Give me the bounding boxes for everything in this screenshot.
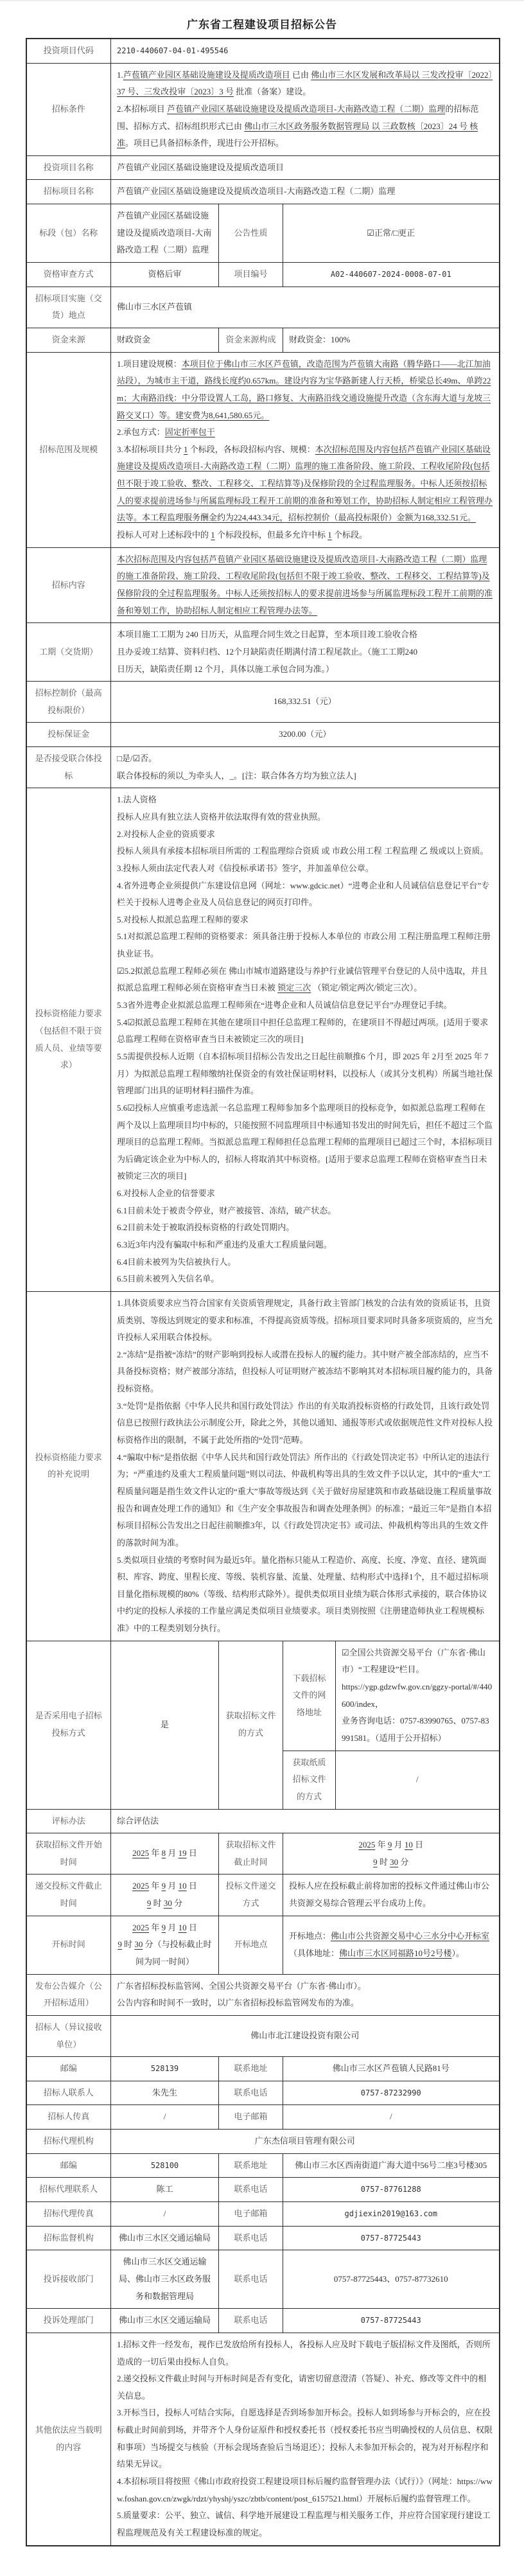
tenderer-email-value: /	[283, 2105, 500, 2130]
notice-nature-label: 公告性质	[219, 204, 283, 263]
row-other-contents	[26, 2333, 500, 2545]
paragraph: 本项目施工工期为 240 日历天，从监理合同生效之日起算，至本项目竣工验收合格	[117, 630, 418, 640]
row-tender-conditions	[26, 63, 500, 155]
row-scope-scale	[26, 352, 500, 547]
paragraph: 3.投标人须由法定代表人对《信投标承诺书》签字，并加盖单位公章。	[117, 863, 374, 873]
row-construction-period	[26, 623, 500, 682]
tenderer-fax-label: 招标人传真	[26, 2105, 111, 2130]
download-url-label: 下载招标文件的网络地址	[283, 1641, 336, 1751]
tenderer-phone-value: 0757-87232990	[283, 2081, 500, 2105]
tenderer-fax-value: /	[111, 2105, 219, 2130]
tenderer-contact-label: 招标人联系人	[26, 2081, 111, 2105]
tender-project-name-value: 芦苞镇产业园区基础设施建设及提质改造项目-大南路改造工程（二期）监理	[111, 180, 500, 204]
qualification-supplement-value	[111, 1291, 500, 1641]
paragraph: 6.对投标人企业的信誉要求	[117, 1188, 215, 1199]
complaint-reception-phone-value: 0757-87725443、0757-87732610	[283, 2250, 500, 2309]
paragraph: 4.“骗取中标”是指依据《中华人民共和国行政处罚法》所作出的《行政处罚决定书》中所认定的违法行为；“严重违约及重大工程质量问题”则以司法、仲裁机构等出具的生效文件予以认定，其中的“重大”工程质量问题是指生效文件认定的“重大”事故等级达到《关于做好房屋建筑和市政基础设施工程质量事故报告和调查处理工作的通知》和《生产安全事故报告和调查处理条例》的标准；“最近三年”是指自本招标项目招标公告发出之日起往前顺推3年，以《行政处罚决定书》或司法、仲裁机构等出具的生效文件的落款时间为准。	[117, 1452, 492, 1548]
bid-bond-label: 投标保证金	[26, 723, 111, 747]
paragraph: 联合体投标的须以_为牵头人，_。[注：联合体各方均为独立法人]	[117, 770, 356, 781]
paragraph: 且办妥竣工结算、资料归档、12个月缺陷责任期满付清工程尾款止。（施工工期240	[117, 646, 418, 657]
paragraph: 2025 年 9 月 10 日	[132, 1922, 197, 1932]
scope-scale-label: 招标范围及规模	[26, 352, 111, 547]
row-agency	[26, 2130, 500, 2154]
row-agency-contact	[26, 2178, 500, 2202]
row-complaint-handling	[26, 2309, 500, 2333]
paragraph: 5.1对拟派总监理工程师的资格要求：须具备注册于投标人本单位的 市政公用 工程注册监理工程师注册执业证书。	[117, 931, 491, 959]
bid-bond-value: 3200.00（元）	[111, 723, 500, 747]
tenderer-postcode-label: 邮编	[26, 2057, 111, 2081]
doc-start-time-value	[111, 1833, 219, 1875]
construction-period-value	[111, 623, 500, 682]
section-name-value: 芦苞镇产业园区基础设施建设及提质改造项目-大南路改造工程（二期）监理	[111, 204, 219, 263]
paper-doc-label: 获取纸质招标文件的方式	[283, 1751, 336, 1809]
paragraph: 1.法人资格	[117, 795, 157, 805]
paragraph: 4.省外进粤企业须提供广东建设信息网（网址：www.gdcic.net）“进粤企业和人员诚信信息登记平台”专栏关于投标人进粤企业及人员信息登记的网页打印件。	[117, 880, 490, 908]
row-section-name	[26, 204, 500, 263]
paragraph: 1.具体资质要求应当符合国家有关资质管理规定，具备行政主管部门核发的合法有效的资质证书，且资质类别、等级达到规定的要求和标准，不得提高资质等级。招标项目要求同时具备多项资质的，应当允许投标人采用联合体投标。	[117, 1298, 493, 1343]
row-tenderer-postcode	[26, 2057, 500, 2081]
paragraph: 2.对投标人企业的资质要求	[117, 829, 215, 839]
row-qualification-supplement	[26, 1291, 500, 1641]
supervision-authority-label: 招标监督机构	[26, 2226, 111, 2250]
paragraph: 1.招标文件一经发布，视作已发放给所有投标人，各投标人应及时下载电子版招标文件及图纸，否则所造成的一切后果由投标人自负。	[117, 2339, 491, 2367]
opening-place-label: 开标地点	[219, 1916, 283, 1974]
tenderer-address-label: 联系地址	[219, 2057, 283, 2081]
download-url-value	[336, 1641, 500, 1751]
complaint-handling-phone-value: 0757-87725443	[283, 2309, 500, 2333]
project-code-label: 投资项目代码	[26, 39, 111, 63]
tenderer-phone-label: 联系电话	[219, 2081, 283, 2105]
paragraph: 投标人应具有独立法人资格并依法取得有效的营业执照。	[117, 811, 326, 822]
supervision-phone-value: 0757-87725443	[283, 2226, 500, 2250]
other-contents-label: 其他依法应当载明的内容	[26, 2333, 111, 2545]
row-delivery-location	[26, 287, 500, 328]
paragraph: 6.1目前未处于被责令停业，财产被接管、冻结，破产状态。	[117, 1205, 336, 1215]
row-qualification-requirements	[26, 788, 500, 1292]
paragraph: 6.3近3年内没有骗取中标和严重违约及重大工程质量问题。	[117, 1240, 332, 1249]
control-price-value: 168,332.51（元）	[111, 682, 500, 723]
paragraph: 投标人须具有承接本招标项目所需的 工程监理综合资质 或 市政公用工程 工程监理 乙 级或以上资质。	[117, 846, 489, 856]
submission-deadline-value	[111, 1875, 219, 1916]
complaint-reception-label: 投诉接收部门	[26, 2250, 111, 2309]
opening-time-label: 开标时间	[26, 1916, 111, 1974]
paragraph: 5.5需提供投标人近期（自本招标项目招标公告发出之日起往前顺推6 个月，即 2025 年 2月至 2025 年 7 月）为拟派总监理工程师缴纳社保资金的有效社保证明材料，以投标人（或其分支机构）所属当地社保管理部门出具的证明材料扫描件为准。	[117, 1051, 493, 1096]
complaint-handling-label: 投诉处理部门	[26, 2309, 111, 2333]
row-submission	[26, 1875, 500, 1916]
investment-project-name-label: 投资项目名称	[26, 155, 111, 180]
agency-label: 招标代理机构	[26, 2130, 111, 2154]
announcement-media-value	[111, 1974, 500, 2015]
qualification-requirements-value	[111, 788, 500, 1292]
paper-doc-value: /	[336, 1751, 500, 1809]
supervision-authority-value: 佛山市三水区交通运输局	[111, 2226, 219, 2250]
paragraph: https://ygp.gdzwfw.gov.cn/ggzy-portal/#/440600/index，	[342, 1682, 493, 1709]
paragraph: 2.“冻结”是指被“冻结”的财产影响到投标人或潜在投标人的履约能力。其中财产被全部冻结的，应当不具备投标资格；财产被部分冻结，但投标人可证明财产被冻结不影响其对本招标项目履约能力的，具备投标资格。	[117, 1349, 493, 1394]
doc-start-time-label: 获取招标文件开始时间	[26, 1833, 111, 1875]
electronic-bidding-value: 是	[111, 1641, 219, 1809]
tenderer-email-label: 电子邮箱	[219, 2105, 283, 2130]
paragraph: 9 时 30 分（与投标截止时间为同一时间）	[118, 1939, 212, 1966]
row-tenderer	[26, 2015, 500, 2056]
paragraph: 5.质量要求：公平、独立、诚信、科学地开展建设工程监理与相关服务工作，并应符合国家现行建设工程监理规范及有关工程建设标准的规定。	[117, 2510, 491, 2537]
evaluation-method-value: 综合评估法	[111, 1809, 500, 1833]
paragraph: 4.本招标项目将按照《佛山市政府投资工程建设项目标后履约监督管理办法（试行）》（网址：https://www.foshan.gov.cn/zwgk/rdzt/yhyshj/yszc/zbtb/content/post_6157521.html）开展标后履约监督管理工作。	[117, 2476, 493, 2503]
tender-conditions-label: 招标条件	[26, 63, 111, 155]
paragraph: 1.项目建设规模：本项目位于佛山市三水区芦苞镇，改造范围为芦苞镇大南路（腾华路口——北江加油站段），为城市主干道，路线长度约0.657km。建设内容为宝华路新建人行天桥，桥梁总长49m、单跨22m；大南路沿线：中分带设置人工岛，路口修复、大南路沿线交通设施提升改造（含东海大道与龙坡三路交叉口）等。建安费为8,641,580.65元。	[117, 358, 491, 420]
row-fund-source	[26, 328, 500, 352]
submission-method-label: 投标文件递交方式	[219, 1875, 283, 1916]
submission-deadline-label: 递交投标文件截止时间	[26, 1875, 111, 1916]
row-evaluation-method	[26, 1809, 500, 1833]
tenderer-contact-value: 朱先生	[111, 2081, 219, 2105]
row-tender-content	[26, 547, 500, 623]
electronic-bidding-label: 是否采用电子招标投标方式	[26, 1641, 111, 1809]
paragraph: 2025 年 8 月 19 日	[132, 1848, 197, 1858]
row-consortium	[26, 747, 500, 788]
agency-fax-value: /	[111, 2202, 219, 2227]
announcement-table	[26, 38, 500, 2546]
row-announcement-media	[26, 1974, 500, 2015]
opening-place-value	[283, 1916, 500, 1974]
doc-deadline-value	[283, 1833, 500, 1875]
fund-composition-label: 资金来源构成	[219, 328, 283, 352]
tenderer-postcode-value: 528139	[111, 2057, 219, 2081]
row-supervision	[26, 2226, 500, 2250]
paragraph: 5.6☑投标人应慎重考虑选派一名总监理工程师参加多个监理项目的投标竞争，如拟派总监理工程师在两个及以上监理项目均中标的，只能按照不同监理项目中标通知书发出的时间先后，担任不超过三个监理项目的总监理工程师。当拟派总监理工程师担任总监理工程师的监理项目已超过三个时，本招标项目为后确定该企业为中标人的，招标人将取消其中标资格。[适用于要求总监理工程师在资格审查当日未被锁定三次的项目]	[117, 1102, 493, 1181]
tender-project-name-label: 招标项目名称	[26, 180, 111, 204]
project-number-label: 项目编号	[219, 263, 283, 287]
complaint-handling-value: 佛山市三水区交通运输局	[111, 2309, 219, 2333]
tenderer-value: 佛山市北江建设投资有限公司	[111, 2015, 500, 2056]
consortium-value	[111, 747, 500, 788]
paragraph: 6.5目前未被列入失信名单。	[117, 1274, 220, 1284]
agency-fax-label: 招标代理传真	[26, 2202, 111, 2227]
paragraph: 2025 年 9 月 10 日	[358, 1840, 424, 1850]
paragraph: 本次招标范围及内容包括芦苞镇产业园区基础设施建设及提质改造项目-大南路改造工程（二期）监理的施工准备阶段、施工阶段、工程收尾阶段(包括但不限于竣工验收、整改、工程移交、工程结算等)及保修阶段的全过程监理服务。中标人还须按招标人的要求提前进场参与所属监理标段工程开工前期的准备和筹划工作，协助招标人制定相应工程管理办法等。	[117, 554, 493, 615]
qualification-review-label: 资格审查方式	[26, 263, 111, 287]
project-code-value: 2210-440607-04-01-495546	[111, 39, 500, 63]
delivery-location-label: 招标项目实施（交货）地点	[26, 287, 111, 328]
qualification-supplement-label: 投标资格能力要求的补充说明	[26, 1291, 111, 1641]
paragraph: 3.开标当日，投标人可结合实际，自愿选择是否到场参加开标会。投标人如到场参与开标会的，应在投标截止时间前到场，并带齐个人身份证原件和授权委托书（授权委托书应当明确授权的人员信息、权限和事项）当场提交与核验（开标会现场查验后当场退还）；投标人未参加开标会的，视为对开标程序和结果无异议。	[117, 2408, 493, 2469]
row-electronic-bidding	[26, 1641, 500, 1751]
agency-contact-value: 陈工	[111, 2178, 219, 2202]
row-bid-bond	[26, 723, 500, 747]
paragraph: 5.3省外进粤企业拟派总监理工程师须在“进粤企业和人员诚信信息登记平台”办理登记手续。	[117, 1000, 452, 1010]
row-control-price	[26, 682, 500, 723]
paragraph: 日历天，缺陷责任期 12 个月，具体以施工承包合同为准。）	[117, 664, 335, 674]
paragraph: 2.本招标项目 芦苞镇产业园区基础设施建设及提质改造项目-大南路改造工程（二期）监理的招标范围、招标方式、招标组织形式已由 佛山市三水区政务服务数据管理局 以 三政数核〔2023〕24 号 核准。项目已具备招标条件，现进行公开招标。	[117, 103, 479, 148]
tender-content-label: 招标内容	[26, 547, 111, 623]
row-qualification-review	[26, 263, 500, 287]
qualification-requirements-label: 投标资格能力要求（包括但不限于资质人员、业绩等要求）	[26, 788, 111, 1292]
opening-time-value	[111, 1916, 219, 1974]
agency-phone-label: 联系电话	[219, 2178, 283, 2202]
row-opening	[26, 1916, 500, 1974]
investment-project-name-value: 芦苞镇产业园区基础设施建设及提质改造项目	[111, 155, 500, 180]
consortium-label: 是否接受联合体投标	[26, 747, 111, 788]
paragraph: 投标人可对上述标段中的 1 个标段投标，但最多允许中标 1 个标段。	[117, 530, 368, 540]
paragraph: 业务咨询电话：0757-83990765、0757-83991581。（适用于公开招标）	[342, 1716, 489, 1743]
paragraph: 1.芦苞镇产业园区基础设施建设及提质改造项目 已由 佛山市三水区发展和改革局以 三发改投审〔2022〕37 号、三发改投审〔2023〕3 号 批准（备案）建设。	[117, 69, 493, 97]
row-doc-times	[26, 1833, 500, 1875]
tenderer-label: 招标人（异议接收单位）	[26, 2015, 111, 2056]
row-agency-postcode	[26, 2153, 500, 2178]
scope-scale-value	[111, 352, 500, 547]
construction-period-label: 工期（交货期）	[26, 623, 111, 682]
row-tenderer-fax	[26, 2105, 500, 2130]
complaint-handling-phone-label: 联系电话	[219, 2309, 283, 2333]
paragraph: □是/☑否。	[117, 754, 157, 764]
fund-source-value: 财政资金	[111, 328, 219, 352]
fund-composition-value: 财政资金：100%	[283, 328, 500, 352]
paragraph: ☑5.2拟派总监理工程师必须在 佛山市城市道路建设与养护行业诚信管理平台登记的人员中选取，并且拟派总监理工程师必须在资格审查当日未被 锁定三次 （锁定/锁定两次/锁定三次）。	[117, 966, 488, 993]
paragraph: 开标地点：佛山市公共资源交易中心三水分中心开标室（具体地址：佛山市三水区同福路10号2号楼）。	[289, 1931, 490, 1958]
paragraph: 广东省招标投标监管网、全国公共资源交易平台（广东省·佛山市）。	[117, 1981, 366, 1991]
tender-content-value	[111, 547, 500, 623]
paragraph: 9 时 30 分	[373, 1857, 409, 1867]
tenderer-address-value: 佛山市三水区芦苞镇人民路81号	[283, 2057, 500, 2081]
agency-address-label: 联系地址	[219, 2153, 283, 2178]
agency-postcode-label: 邮编	[26, 2153, 111, 2178]
supervision-phone-label: 联系电话	[219, 2226, 283, 2250]
submission-method-value: 投标人应在投标截止前将加密的投标文件通过佛山市公共资源交易综合管理云平台成功上传。	[283, 1875, 500, 1916]
fund-source-label: 资金来源	[26, 328, 111, 352]
row-tender-project-name	[26, 180, 500, 204]
paragraph: 6.4目前未被列为失信被执行人。	[117, 1257, 236, 1267]
control-price-label: 招标控制价（最高投标限价）	[26, 682, 111, 723]
qualification-review-value: 资格后审	[111, 263, 219, 287]
delivery-location-value: 佛山市三水区芦苞镇	[111, 287, 500, 328]
notice-nature-value: ☑正常/□更正	[283, 204, 500, 263]
doc-acquisition-label: 获取招标文件的方式	[219, 1641, 283, 1809]
agency-email-value: gdjiexin2019@163.com	[283, 2202, 500, 2227]
project-number-value: A02-440607-2024-0008-07-01	[283, 263, 500, 287]
paragraph: 5.类似项目业绩的考察时间为最近5年。量化指标只能从工程造价、高度、长度、净宽、直径、建筑面积、库容、跨度、里程长度、等级、装机容量、流量、处理量、结构形式中选择1个，且不超过招标项目量化指标规模的80%（等级、结构形式除外）。提供类似项目业绩为联合体形式承接的，联合体协议中约定的投标人承接的工作量应满足类似项目业绩要求。项目类别按照《注册建造师执业工程规模标准》中的工程类别划分执行。	[117, 1555, 489, 1634]
tender-conditions-value	[111, 63, 500, 155]
paragraph: 9 时 30 分	[146, 1898, 183, 1909]
agency-address-value: 佛山市三水区西南街道广海大道中56号二座3号楼305	[283, 2153, 500, 2178]
agency-value: 广东杰信项目管理有限公司	[111, 2130, 500, 2154]
agency-phone-value: 0757-87761288	[283, 2178, 500, 2202]
paragraph: ☑全国公共资源交易平台（广东省·佛山市）“工程建设”栏目。	[342, 1647, 485, 1675]
row-tenderer-contact	[26, 2081, 500, 2105]
agency-postcode-value: 528100	[111, 2153, 219, 2178]
paragraph: 2.递交投标文件截止时间与开标时间是否有变化，请密切留意澄清（答疑）、补充、修改等文件中的相关信息。	[117, 2374, 487, 2401]
agency-contact-label: 招标代理联系人	[26, 2178, 111, 2202]
page-title: 广东省工程建设项目招标公告	[187, 19, 337, 31]
paragraph: 6.2目前未处于被取消投标资格的行政处罚期内。	[117, 1222, 295, 1233]
other-contents-value	[111, 2333, 500, 2545]
row-investment-project-name	[26, 155, 500, 180]
row-project-code	[26, 39, 500, 63]
section-name-label: 标段（包）名称	[26, 204, 111, 263]
doc-deadline-label: 获取招标文件截止时间	[219, 1833, 283, 1875]
complaint-reception-phone-label: 联系电话	[219, 2250, 283, 2309]
agency-email-label: 电子邮箱	[219, 2202, 283, 2227]
announcement-media-label: 发布公告媒介（公开招标适用）	[26, 1974, 111, 2015]
paragraph: 5.4☑拟派总监理工程师在其他在建项目中担任总监理工程师的，在建项目不得超过两项。[适用于要求总监理工程师在资格审查当日未被锁定三次的项目]	[117, 1017, 489, 1045]
paragraph: 公告内容和时间不一致时，以广东省招标投标监管网发布的为准。	[117, 1998, 360, 2008]
paragraph: 3.“处罚”是指依据《中华人民共和国行政处罚法》作出的有关取消投标资格的行政处罚，且该行政处罚信息已按照行政执法公示制度公开，除此之外，其他以通知、通报等形式或依据规范性文件对投标人投标资格作出的限制，不属于此处所指的“处罚”范畴。	[117, 1400, 493, 1445]
paragraph: 3.本招标项目共分 1 个标段，各标段招标内容、规模：本次招标范围及内容包括芦苞镇产业园区基础设施建设及提质改造项目-大南路改造工程（二期）监理的施工准备阶段、施工阶段、工程收尾阶段(包括但不限于竣工验收、整改、工程移交、工程结算等)及保修阶段的全过程监理服务。中标人还须按招标人的要求提前进场参与所属监理标段工程开工前期的准备和筹划工作，协助招标人制定相应工程管理办法等。本工程监理服务酬金约为224,443.34元，招标控制价（最高投标限价）金额为168,332.51元。	[117, 444, 493, 523]
paragraph: 2.承包方式：固定折率包干	[117, 427, 215, 437]
page-top-divider	[0, 0, 524, 1]
paragraph: 2025 年 9 月 10 日	[132, 1881, 197, 1891]
complaint-reception-value: 佛山市三水区交通运输局、佛山市三水区政务服务和数据管理局	[111, 2250, 219, 2309]
row-complaint-reception	[26, 2250, 500, 2309]
announcement-page	[26, 15, 499, 2546]
row-agency-fax	[26, 2202, 500, 2227]
paragraph: 5.对投标人拟派总监理工程师的要求	[117, 914, 249, 924]
evaluation-method-label: 评标办法	[26, 1809, 111, 1833]
